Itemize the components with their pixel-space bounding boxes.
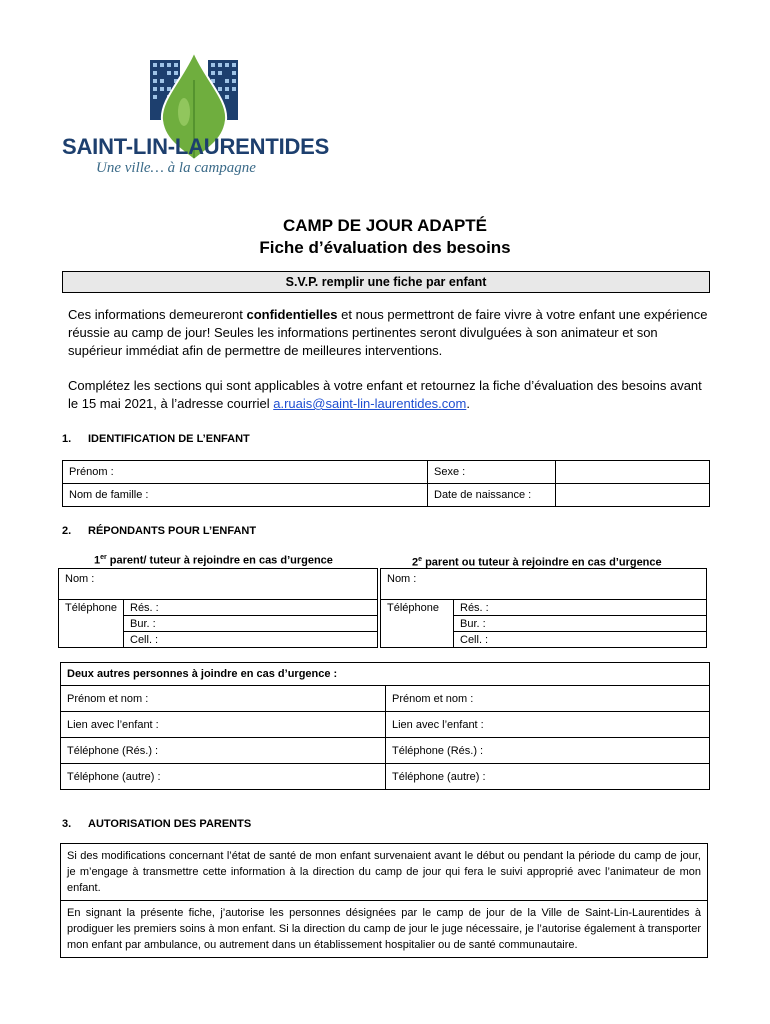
intro-paragraph: Ces informations demeureront confidentielles et nous permettront de faire vivre à votre enfant une expérience réussie au camp de jour! Seules les informations pertinentes seront divulguées à son animateur et son supérieur immédiat afin de permettre de meilleures interventions. (68, 307, 708, 358)
instruction-banner: S.V.P. remplir une fiche par enfant (62, 271, 710, 293)
section-heading-identification: 1. IDENTIFICATION DE L’ENFANT (62, 433, 250, 445)
parent2-table (380, 568, 707, 648)
contact1-name-field[interactable]: Prénom et nom : (61, 686, 386, 712)
parent2-name-field[interactable]: Nom : (381, 569, 707, 600)
instructions-paragraph: Complétez les sections qui sont applicables à votre enfant et retournez la fiche d’évaluation des besoins avant le 15 mai 2021, à l’adresse courriel a.ruais@saint-lin-laurentides.com. (68, 378, 702, 411)
parent2-work-phone-field[interactable]: Bur. : (454, 616, 707, 632)
parent2-home-phone-field[interactable]: Rés. : (454, 600, 707, 616)
parent2-heading: 2e parent ou tuteur à rejoindre en cas d’urgence (412, 556, 662, 569)
parent1-cell-phone-field[interactable]: Cell. : (124, 632, 378, 648)
sex-label: Sexe : (428, 461, 556, 484)
last-name-field[interactable]: Nom de famille : (63, 484, 428, 507)
contact2-relation-field[interactable]: Lien avec l’enfant : (386, 712, 710, 738)
parent1-name-field[interactable]: Nom : (59, 569, 378, 600)
emergency-contacts-table (60, 662, 710, 790)
contact1-relation-field[interactable]: Lien avec l’enfant : (61, 712, 386, 738)
section-heading-respondents: 2. RÉPONDANTS POUR L’ENFANT (62, 525, 257, 537)
page-title: CAMP DE JOUR ADAPTÉ (282, 216, 488, 235)
contact1-home-phone-field[interactable]: Téléphone (Rés.) : (61, 738, 386, 764)
logo-name: SAINT-LIN-LAURENTIDES (62, 134, 330, 159)
parent2-phone-label: Téléphone (381, 600, 454, 648)
authorization-table (60, 843, 708, 958)
first-name-field[interactable]: Prénom : (63, 461, 428, 484)
parent1-work-phone-field[interactable]: Bur. : (124, 616, 378, 632)
parent1-heading: 1er parent/ tuteur à rejoindre en cas d’urgence (94, 554, 333, 567)
birth-date-field[interactable] (556, 484, 710, 507)
sex-field[interactable] (556, 461, 710, 484)
contact1-other-phone-field[interactable]: Téléphone (autre) : (61, 764, 386, 790)
authorization-paragraph-2: En signant la présente fiche, j’autorise les personnes désignées par le camp de jour de la Ville de Saint-Lin-Laurentides à prodiguer les premiers soins à mon enfant. Si la direction du camp de jour le juge nécessaire, je l’autorise également à transporter mon enfant par ambulance, ou autrement dans un établissement hospitalier ou de santé communautaire. (61, 901, 708, 958)
authorization-paragraph-1: Si des modifications concernant l’état de santé de mon enfant survenaient avant le début ou pendant la période du camp de jour, je m’engage à transmettre cette information à la direction du camp de jour qui fera le suivi approprié avec l’animateur de mon enfant. (61, 844, 708, 901)
logo-tagline: Une ville… à la campagne (96, 160, 256, 176)
parent1-phone-label: Téléphone (59, 600, 124, 648)
email-link[interactable]: a.ruais@saint-lin-laurentides.com (273, 396, 467, 411)
page-subtitle: Fiche d’évaluation des besoins (259, 238, 511, 257)
parent2-cell-phone-field[interactable]: Cell. : (454, 632, 707, 648)
contact2-other-phone-field[interactable]: Téléphone (autre) : (386, 764, 710, 790)
section-heading-authorization: 3. AUTORISATION DES PARENTS (62, 818, 252, 830)
contact2-name-field[interactable]: Prénom et nom : (386, 686, 710, 712)
contact2-home-phone-field[interactable]: Téléphone (Rés.) : (386, 738, 710, 764)
emergency-contacts-heading: Deux autres personnes à joindre en cas d’urgence : (61, 663, 710, 686)
child-identification-table (62, 460, 710, 507)
parent1-table (58, 568, 378, 648)
parent1-home-phone-field[interactable]: Rés. : (124, 600, 378, 616)
birth-date-label: Date de naissance : (428, 484, 556, 507)
